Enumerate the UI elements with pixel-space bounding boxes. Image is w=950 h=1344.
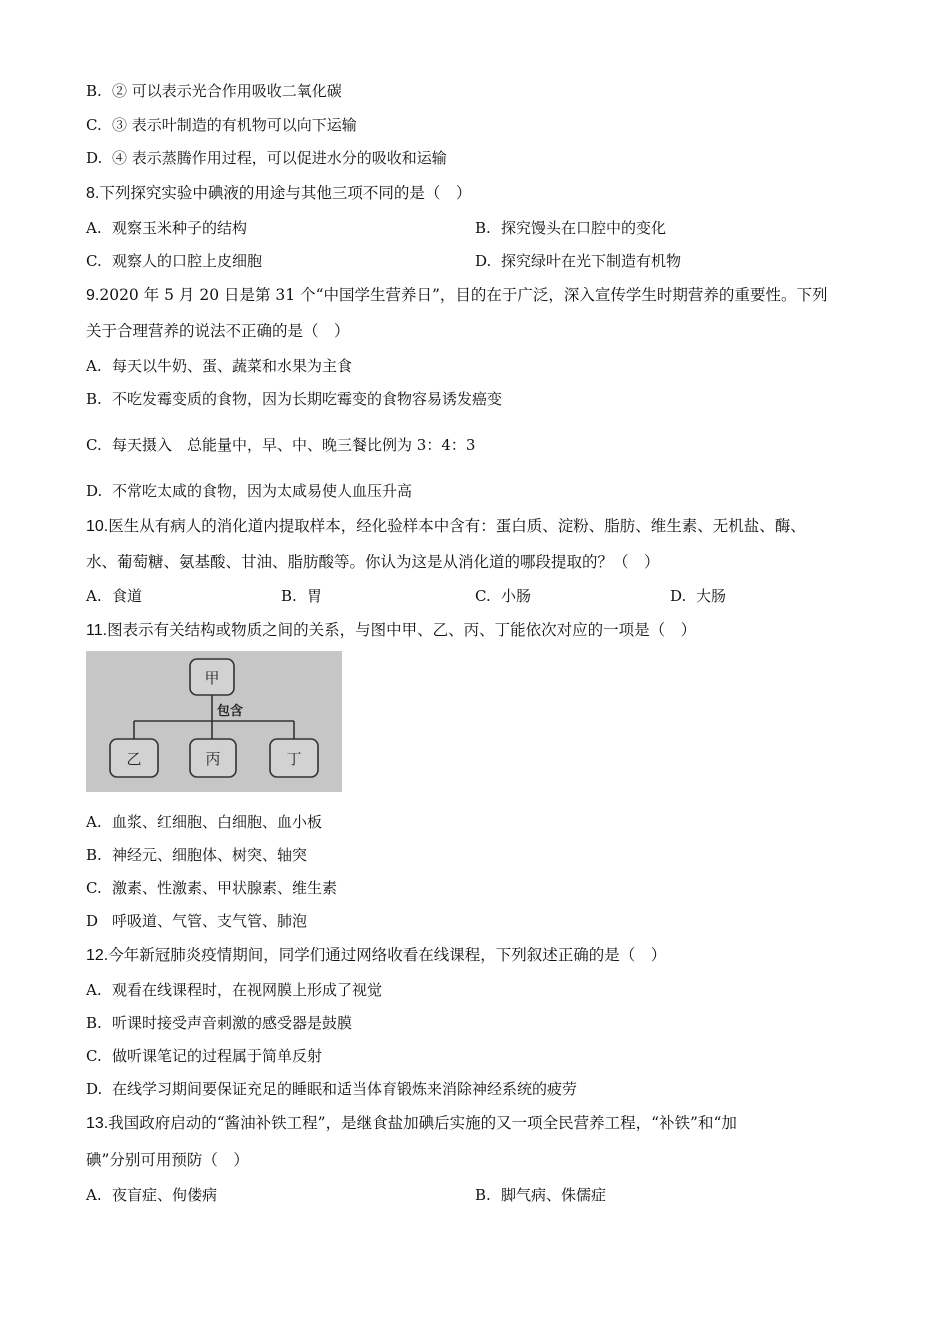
q10-option-b: B. 胃 — [281, 587, 323, 605]
q11-option-a: A. 血浆、红细胞、白细胞、血小板 — [86, 813, 323, 831]
q10-option-c: C. 小肠 — [475, 587, 532, 605]
q9-stem-line2: 关于合理营养的说法不正确的是（ ） — [86, 322, 350, 340]
q8-option-c: C. 观察人的口腔上皮细胞 — [86, 252, 263, 270]
q9-option-a: A. 每天以牛奶、蛋、蔬菜和水果为主食 — [86, 357, 353, 375]
q12-option-d: D. 在线学习期间要保证充足的睡眠和适当体育锻炼来消除神经系统的疲劳 — [86, 1080, 578, 1098]
q10-option-d: D. 大肠 — [670, 587, 727, 605]
q8-option-b: B. 探究馒头在口腔中的变化 — [475, 219, 667, 237]
q9-option-b: B. 不吃发霉变质的食物，因为长期吃霉变的食物容易诱发癌变 — [86, 390, 503, 408]
q12-option-b: B. 听课时接受声音刺激的感受器是鼓膜 — [86, 1014, 353, 1032]
q9-option-d: D. 不常吃太咸的食物，因为太咸易使人血压升高 — [86, 482, 413, 500]
q9-option-c: C. 每天摄入 总能量中，早、中、晚三餐比例为 3：4：3 — [86, 436, 476, 454]
q11-stem: 11.图表示有关结构或物质之间的关系，与图中甲、乙、丙、丁能依次对应的一项是（ ） — [86, 621, 697, 639]
box-child-2-label: 丙 — [205, 750, 221, 768]
q12-option-a: A. 观看在线课程时，在视网膜上形成了视觉 — [86, 981, 383, 999]
q9-stem-line1: 9.2020 年 5 月 20 日是第 31 个“中国学生营养日”，目的在于广泛，深入宣传学生时期营养的重要性。下列 — [86, 286, 828, 304]
q8-option-a: A. 观察玉米种子的结构 — [86, 219, 248, 237]
q12-option-c: C. 做听课笔记的过程属于简单反射 — [86, 1047, 323, 1065]
q12-stem: 12.今年新冠肺炎疫情期间，同学们通过网络收看在线课程，下列叙述正确的是（ ） — [86, 946, 667, 964]
q7-option-c: C. ③ 表示叶制造的有机物可以向下运输 — [86, 116, 357, 134]
box-child-3-label: 丁 — [286, 750, 302, 768]
relation-label: 包含 — [217, 704, 244, 719]
q13-option-a: A. 夜盲症、佝偻病 — [86, 1186, 218, 1204]
q8-option-d: D. 探究绿叶在光下制造有机物 — [475, 252, 682, 270]
q7-option-d: D. ④ 表示蒸腾作用过程，可以促进水分的吸收和运输 — [86, 149, 447, 167]
q11-option-c: C. 激素、性激素、甲状腺素、维生素 — [86, 879, 338, 897]
q13-stem-line1: 13.我国政府启动的“酱油补铁工程”，是继食盐加碘后实施的又一项全民营养工程，“补铁”和“加 — [86, 1114, 737, 1132]
box-child-1-label: 乙 — [126, 750, 142, 768]
q13-stem-line2: 碘”分别可用预防（ ） — [86, 1151, 249, 1169]
box-top-label: 甲 — [204, 669, 220, 687]
q8-stem: 8.下列探究实验中碘液的用途与其他三项不同的是（ ） — [86, 184, 472, 202]
q10-stem-line1: 10.医生从有病人的消化道内提取样本，经化验样本中含有：蛋白质、淀粉、脂肪、维生素、无机盐、酶、 — [86, 517, 806, 535]
q11-option-b: B. 神经元、细胞体、树突、轴突 — [86, 846, 308, 864]
q10-stem-line2: 水、葡萄糖、氨基酸、甘油、脂肪酸等。你认为这是从消化道的哪段提取的？（ ） — [86, 553, 660, 571]
hierarchy-diagram — [86, 651, 342, 792]
q11-hierarchy-figure — [86, 651, 342, 792]
q11-option-d: D 呼吸道、气管、支气管、肺泡 — [86, 912, 308, 930]
q13-option-b: B. 脚气病、侏儒症 — [475, 1186, 607, 1204]
q7-option-b: B. ② 可以表示光合作用吸收二氧化碳 — [86, 82, 342, 100]
q10-option-a: A. 食道 — [86, 587, 143, 605]
